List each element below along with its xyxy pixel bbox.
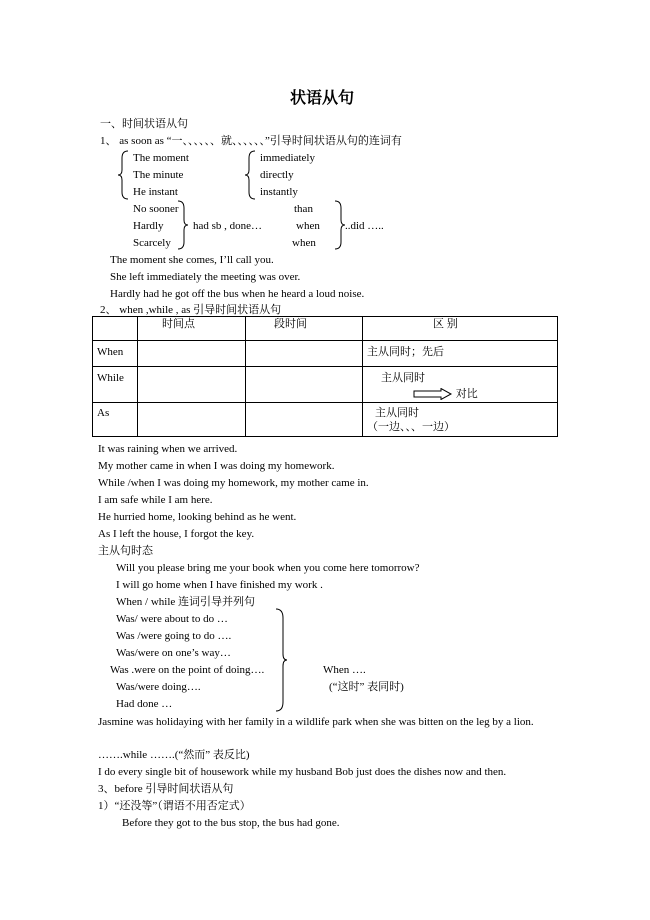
- pattern-item: Was/were on one’s way…: [116, 647, 231, 659]
- housework-example: I do every single bit of housework while my husband Bob just does the dishes now and then.: [98, 766, 507, 778]
- neg-no-sooner: No sooner: [133, 203, 179, 215]
- table-header-row: [93, 317, 558, 341]
- table-header-cell: 时间点: [138, 317, 246, 341]
- left-brace-icon: [118, 150, 130, 200]
- as-diff-text: 主从同时: [375, 407, 419, 419]
- conj-the-instant: He instant: [133, 186, 178, 198]
- pattern-item: Was /were going to do ….: [116, 630, 232, 642]
- table-cell: [138, 403, 246, 437]
- example-sentence: While /when I was doing my homework, my mother came in.: [98, 477, 369, 489]
- table-cell-diff: 主从同时；先后: [363, 341, 558, 367]
- right-brace-icon: [333, 200, 345, 250]
- conj-when: when: [292, 237, 316, 249]
- conj-immediately: immediately: [260, 152, 315, 164]
- row-label-as: As: [93, 403, 138, 437]
- conj-the-moment: The moment: [133, 152, 189, 164]
- conj-than: than: [294, 203, 313, 215]
- item-1-as-soon-as: 1、 as soon as “一、、、、、、就、、、、、、”引导时间状语从句的连词有: [100, 135, 402, 147]
- pattern-item: Was .were on the point of doing….: [110, 664, 265, 676]
- table-cell-diff: [363, 403, 558, 437]
- as-diff-note: （一边、、、一边）: [367, 421, 455, 433]
- pattern-item: Was/ were about to do …: [116, 613, 228, 625]
- did-text: ..did …..: [345, 220, 384, 232]
- bus-example: Before they got to the bus stop, the bus had gone.: [122, 817, 340, 829]
- example-sentence: My mother came in when I was doing my homework.: [98, 460, 335, 472]
- item-2-when-while-as: 2、 when ,while , as 引导时间状语从句: [100, 304, 282, 316]
- table-row: [93, 367, 558, 403]
- table-cell: [246, 403, 363, 437]
- right-brace-icon: [176, 200, 188, 250]
- tense-heading: 主从句时态: [98, 545, 153, 557]
- table-cell: [246, 367, 363, 403]
- row-label-when: When: [93, 341, 138, 367]
- left-brace-icon: [245, 150, 257, 200]
- while-contrast: …….while …….(“然而” 表反比): [98, 749, 250, 761]
- section-3-before: 3、before 引导时间状语从句: [98, 783, 234, 795]
- table-cell: [138, 367, 246, 403]
- zheshi-note: (“这时” 表同时): [329, 681, 404, 693]
- right-brace-icon: [274, 608, 288, 712]
- table-row: [93, 341, 558, 367]
- right-arrow-icon: [413, 388, 453, 400]
- table-cell-diff: [363, 367, 558, 403]
- when-right: When ….: [323, 664, 366, 676]
- table-cell: [138, 341, 246, 367]
- conj-when: when: [296, 220, 320, 232]
- example-sentence: She left immediately the meeting was over.: [110, 271, 301, 283]
- table-cell: [246, 341, 363, 367]
- jasmine-example: Jasmine was holidaying with her family in a wildlife park when she was bitten on the leg by a lion.: [98, 716, 534, 728]
- conj-instantly: instantly: [260, 186, 298, 198]
- table-row: [93, 403, 558, 437]
- table-header-cell: [93, 317, 138, 341]
- comparison-table: [92, 316, 558, 437]
- example-sentence: As I left the house, I forgot the key.: [98, 528, 255, 540]
- contrast-label: 对比: [455, 388, 478, 400]
- conj-directly: directly: [260, 169, 294, 181]
- example-sentence: The moment she comes, I’ll call you.: [110, 254, 274, 266]
- neg-scarcely: Scarcely: [133, 237, 171, 249]
- pattern-item: Had done …: [116, 698, 173, 710]
- pattern-item: Was/were doing….: [116, 681, 201, 693]
- example-sentence: I am safe while I am here.: [98, 494, 213, 506]
- example-sentence: Hardly had he got off the bus when he heard a loud noise.: [110, 288, 365, 300]
- parallel-heading: When / while 连词引导并列句: [116, 596, 256, 608]
- table-header-cell: 段时间: [246, 317, 363, 341]
- neg-hardly: Hardly: [133, 220, 164, 232]
- example-sentence: He hurried home, looking behind as he went.: [98, 511, 297, 523]
- contrast-note: [413, 387, 478, 401]
- conj-the-minute: The minute: [133, 169, 184, 181]
- had-sb-done: had sb , done…: [193, 220, 263, 232]
- section-3-1: 1）“还没等”（谓语不用否定式）: [98, 800, 251, 812]
- page-title: 状语从句: [290, 88, 355, 107]
- table-header-cell: 区 别: [363, 317, 558, 341]
- example-sentence: It was raining when we arrived.: [98, 443, 238, 455]
- example-sentence: Will you please bring me your book when you come here tomorrow?: [116, 562, 420, 574]
- while-diff-text: 主从同时: [381, 372, 425, 384]
- row-label-while: While: [93, 367, 138, 403]
- section-heading-time-clause: 一、时间状语从句: [100, 118, 188, 130]
- example-sentence: I will go home when I have finished my work .: [116, 579, 323, 591]
